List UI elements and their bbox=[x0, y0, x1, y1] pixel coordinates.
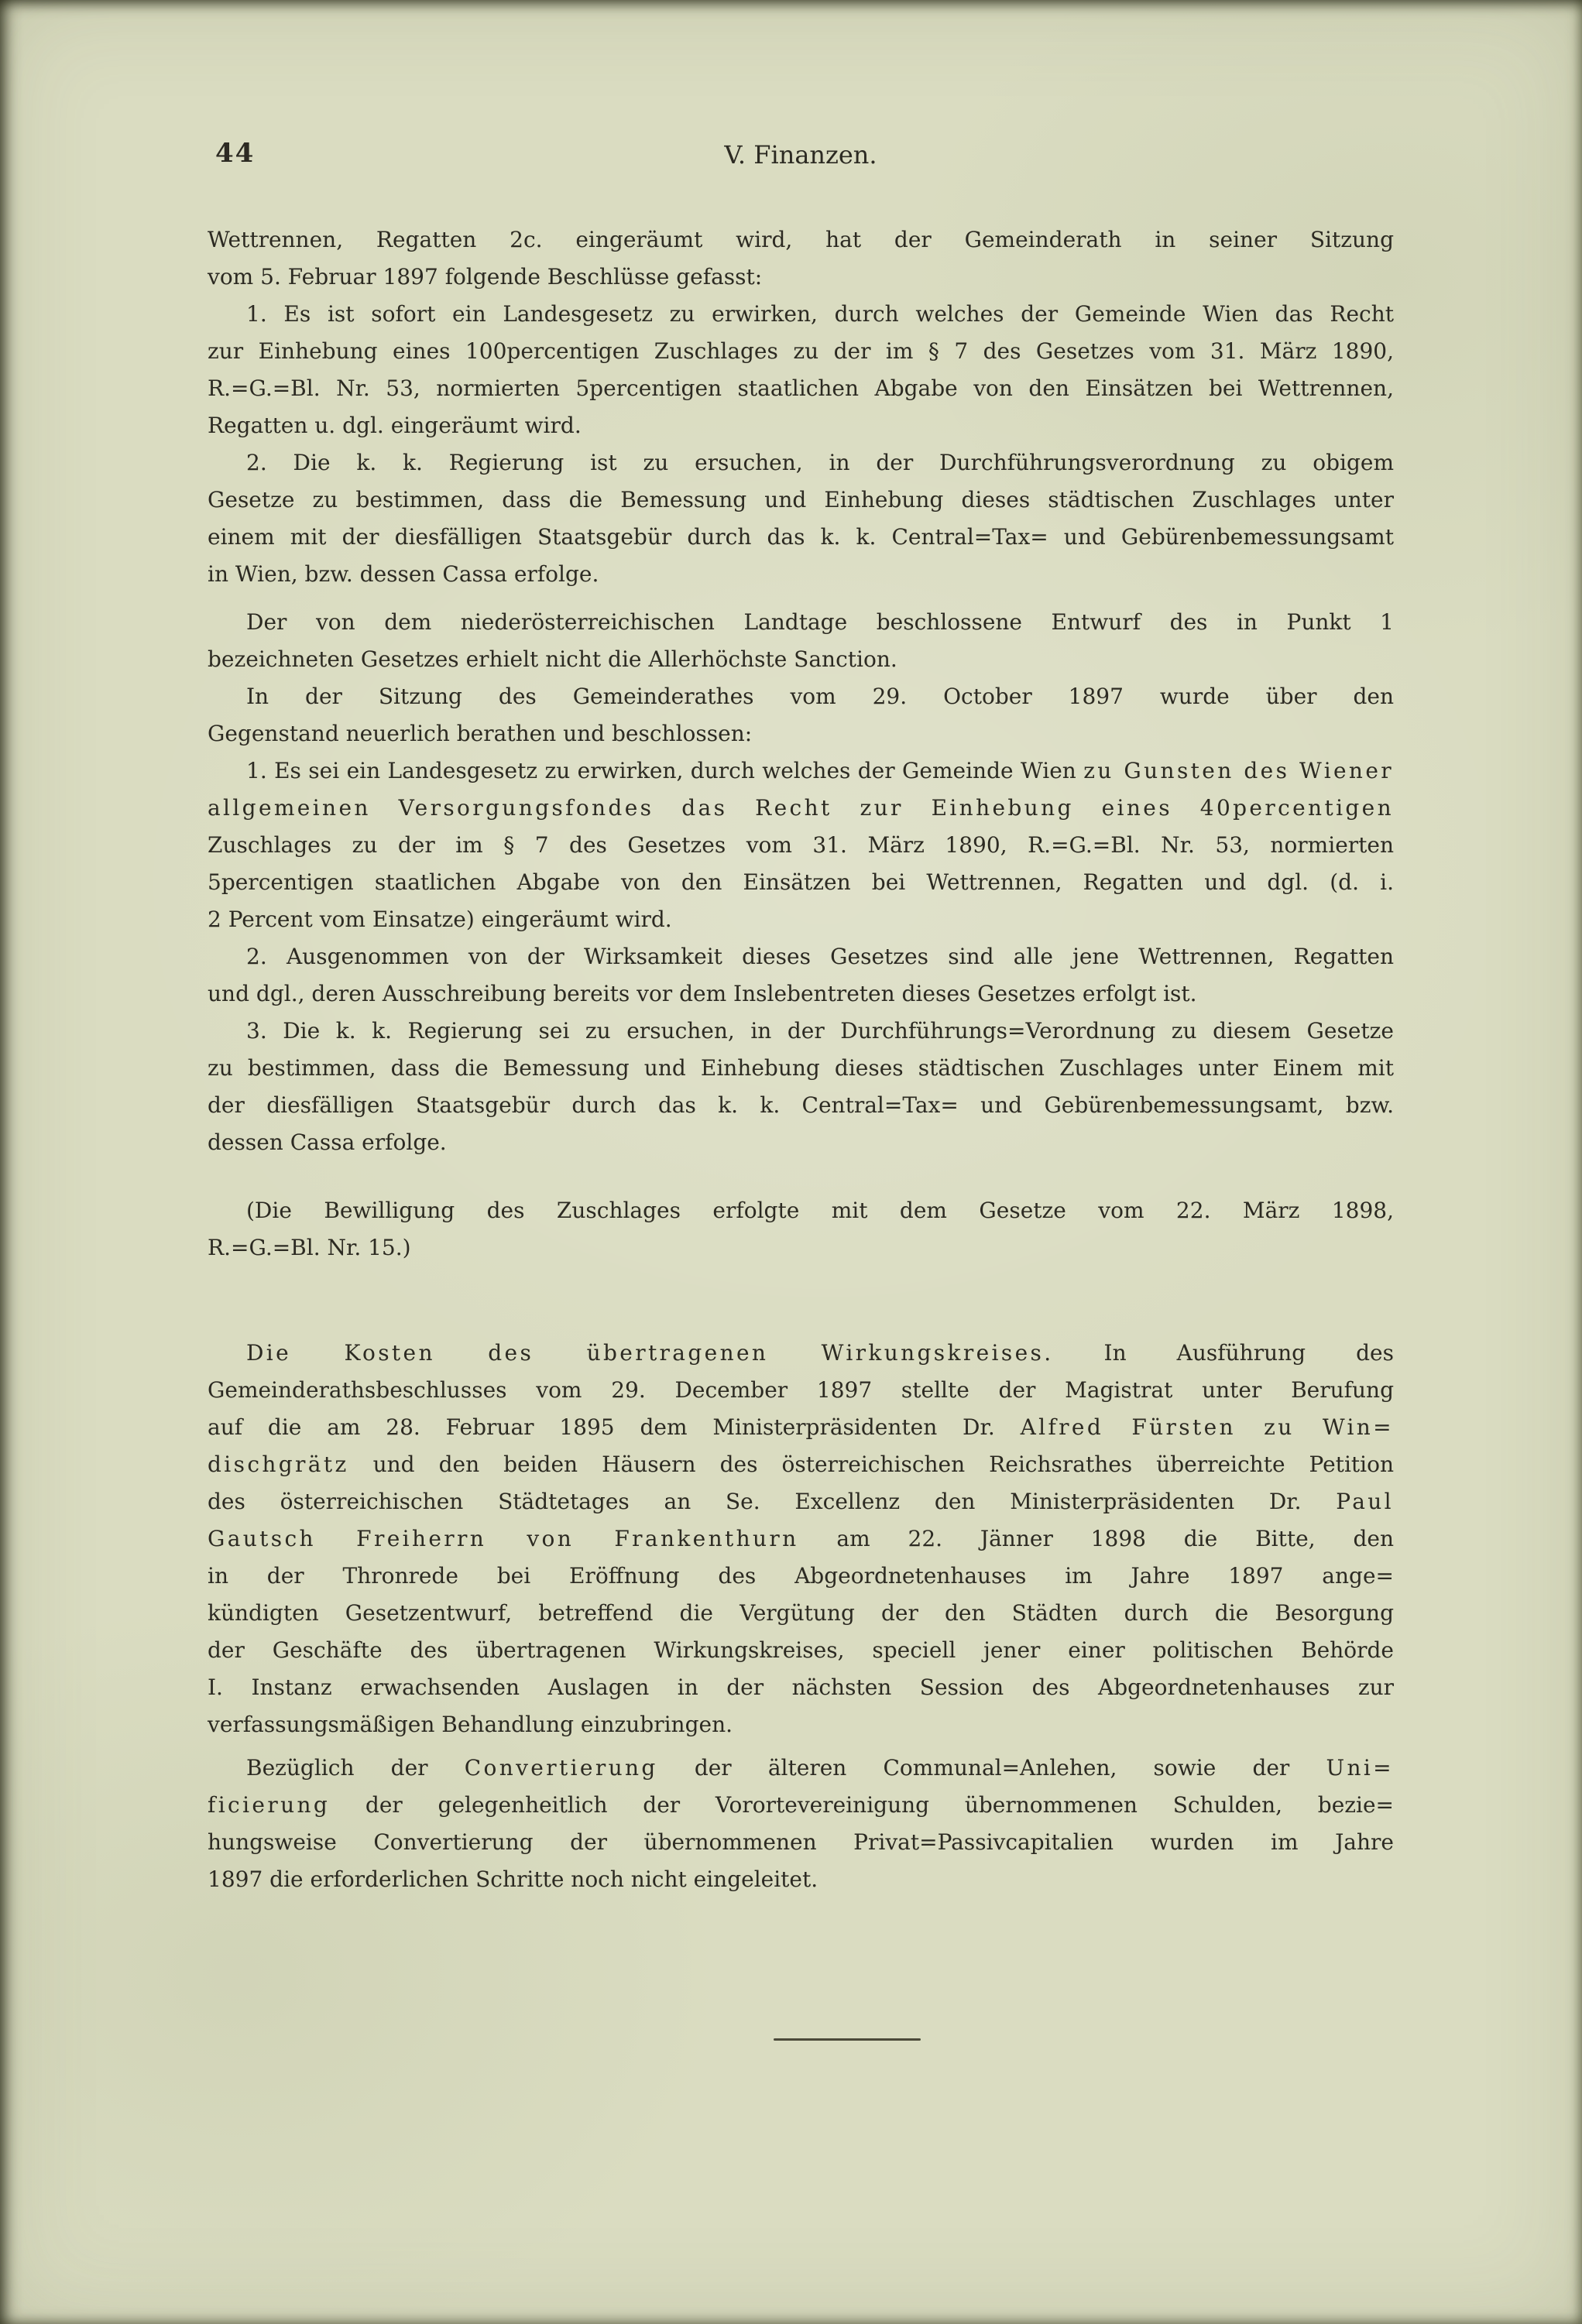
text-line: der Geschäfte des übertragenen Wirkungskreises, speciell jener einer politischen Behörde bbox=[208, 1637, 1394, 1663]
text-line: in der Thronrede bei Eröffnung des Abgeordnetenhauses im Jahre 1897 ange= bbox=[208, 1563, 1394, 1589]
text-line: auf die am 28. Februar 1895 dem Ministerpräsidenten Dr. Alfred Fürsten zu Win= bbox=[208, 1414, 1394, 1440]
text-line: In der Sitzung des Gemeinderathes vom 29. October 1897 wurde über den bbox=[246, 684, 1394, 709]
section-divider bbox=[774, 2038, 921, 2041]
emphasized-text: zu Gunsten des Wiener bbox=[1083, 758, 1395, 783]
text-line: zu bestimmen, dass die Bemessung und Einhebung dieses städtischen Zuschlages unter Einem mit bbox=[208, 1055, 1394, 1081]
emphasized-text: Alfred Fürsten zu Win= bbox=[1020, 1414, 1394, 1440]
text-line bbox=[208, 790, 1394, 827]
emphasized-text: allgemeinen Versorgungsfondes das Recht zur Einhebung eines 40percentigen bbox=[208, 795, 1394, 821]
text-line: dessen Cassa erfolge. bbox=[208, 1129, 447, 1155]
emphasized-text: Gautsch Freiherrn von Frankenthurn bbox=[208, 1526, 799, 1551]
emphasized-text: Die Kosten des übertragenen Wirkungskreises. bbox=[246, 1340, 1054, 1366]
text-line: Der von dem niederösterreichischen Landtage beschlossene Entwurf des in Punkt 1 bbox=[246, 609, 1394, 635]
text-line: kündigten Gesetzentwurf, betreffend die Vergütung der den Städten durch die Besorgung bbox=[208, 1600, 1394, 1626]
paragraph bbox=[208, 752, 1394, 938]
emphasized-text: Paul bbox=[1336, 1489, 1394, 1514]
text-line: und dgl., deren Ausschreibung bereits vor dem Inslebentreten dieses Gesetzes erfolgt ist. bbox=[208, 981, 1197, 1006]
paragraph bbox=[208, 678, 1394, 752]
text-line: Gautsch Freiherrn von Frankenthurn am 22. Jänner 1898 die Bitte, den bbox=[208, 1526, 1394, 1551]
text-line: Bezüglich der Convertierung der älteren Communal=Anlehen, sowie der Uni= bbox=[246, 1755, 1394, 1781]
paragraph bbox=[208, 1013, 1394, 1161]
paragraph bbox=[208, 221, 1394, 296]
text-line: R.=G.=Bl. Nr. 53, normierten 5percentigen staatlichen Abgabe von den Einsätzen bei Wettrennen, bbox=[208, 375, 1394, 401]
emphasized-text: Uni= bbox=[1326, 1755, 1394, 1781]
text-line: verfassungsmäßigen Behandlung einzubringen. bbox=[208, 1712, 733, 1737]
text-line: ficierung der gelegenheitlich der Vorortevereinigung übernommenen Schulden, bezie= bbox=[208, 1792, 1394, 1818]
text-line: 1. Es sei ein Landesgesetz zu erwirken, durch welches der Gemeinde Wien zu Gunsten des Wiener bbox=[246, 758, 1395, 783]
emphasized-text: dischgrätz bbox=[208, 1452, 349, 1477]
text-line: 1. Es ist sofort ein Landesgesetz zu erwirken, durch welches der Gemeinde Wien das Recht bbox=[246, 301, 1394, 327]
text-line: bezeichneten Gesetzes erhielt nicht die Allerhöchste Sanction. bbox=[208, 646, 897, 672]
text-line: I. Instanz erwachsenden Auslagen in der nächsten Session des Abgeordnetenhauses zur bbox=[208, 1674, 1394, 1700]
paragraph bbox=[208, 296, 1394, 444]
emphasized-text: Convertierung bbox=[464, 1755, 658, 1781]
paragraph bbox=[208, 938, 1394, 1013]
text-line: R.=G.=Bl. Nr. 15.) bbox=[208, 1235, 411, 1260]
paragraph bbox=[208, 444, 1394, 593]
text-line: vom 5. Februar 1897 folgende Beschlüsse gefasst: bbox=[208, 264, 763, 290]
page-number: 44 bbox=[215, 138, 256, 169]
paragraph bbox=[208, 1750, 1394, 1898]
paragraph bbox=[208, 1192, 1394, 1267]
text-line: hungsweise Convertierung der übernommenen Privat=Passivcapitalien wurden im Jahre bbox=[208, 1829, 1394, 1855]
text-line: einem mit der diesfälligen Staatsgebür durch das k. k. Central=Tax= und Gebürenbemessungsamt bbox=[208, 524, 1394, 550]
text-line: der diesfälligen Staatsgebür durch das k. k. Central=Tax= und Gebürenbemessungsamt, bzw. bbox=[208, 1092, 1394, 1118]
text-line: in Wien, bzw. dessen Cassa erfolge. bbox=[208, 561, 599, 587]
text-line: Gesetze zu bestimmen, dass die Bemessung und Einhebung dieses städtischen Zuschlages unter bbox=[208, 487, 1394, 512]
paragraph bbox=[208, 1335, 1394, 1743]
text-line: 5percentigen staatlichen Abgabe von den Einsätzen bei Wettrennen, Regatten und dgl. (d. i. bbox=[208, 869, 1394, 895]
text-line: dischgrätz und den beiden Häusern des österreichischen Reichsrathes überreichte Petition bbox=[208, 1452, 1394, 1477]
text-line: des österreichischen Städtetages an Se. Excellenz den Ministerpräsidenten Dr. Paul bbox=[208, 1489, 1394, 1514]
paragraph bbox=[208, 604, 1394, 678]
text-line: Zuschlages zu der im § 7 des Gesetzes vom 31. März 1890, R.=G.=Bl. Nr. 53, normierten bbox=[208, 832, 1394, 858]
emphasized-text: ficierung bbox=[208, 1792, 331, 1818]
page-body bbox=[208, 221, 1394, 1898]
text-line: Wettrennen, Regatten 2c. eingeräumt wird, hat der Gemeinderath in seiner Sitzung bbox=[208, 227, 1394, 252]
text-line: Gemeinderathsbeschlusses vom 29. December 1897 stellte der Magistrat unter Berufung bbox=[208, 1377, 1394, 1403]
running-header: V. Finanzen. bbox=[724, 140, 877, 170]
text-line: 2. Die k. k. Regierung ist zu ersuchen, in der Durchführungsverordnung zu obigem bbox=[246, 450, 1394, 475]
text-line: 3. Die k. k. Regierung sei zu ersuchen, in der Durchführungs=Verordnung zu diesem Gesetze bbox=[246, 1018, 1394, 1044]
text-line: Die Kosten des übertragenen Wirkungskreises. In Ausführung des bbox=[246, 1340, 1394, 1366]
text-line: 2. Ausgenommen von der Wirksamkeit dieses Gesetzes sind alle jene Wettrennen, Regatten bbox=[246, 944, 1394, 969]
text-line: (Die Bewilligung des Zuschlages erfolgte mit dem Gesetze vom 22. März 1898, bbox=[246, 1198, 1394, 1223]
text-line: Regatten u. dgl. eingeräumt wird. bbox=[208, 413, 582, 438]
text-line: 2 Percent vom Einsatze) eingeräumt wird. bbox=[208, 907, 672, 932]
text-line: zur Einhebung eines 100percentigen Zuschlages zu der im § 7 des Gesetzes vom 31. März 1890, bbox=[208, 338, 1394, 364]
text-line: 1897 die erforderlichen Schritte noch nicht eingeleitet. bbox=[208, 1866, 818, 1892]
text-line: Gegenstand neuerlich berathen und beschlossen: bbox=[208, 721, 753, 746]
